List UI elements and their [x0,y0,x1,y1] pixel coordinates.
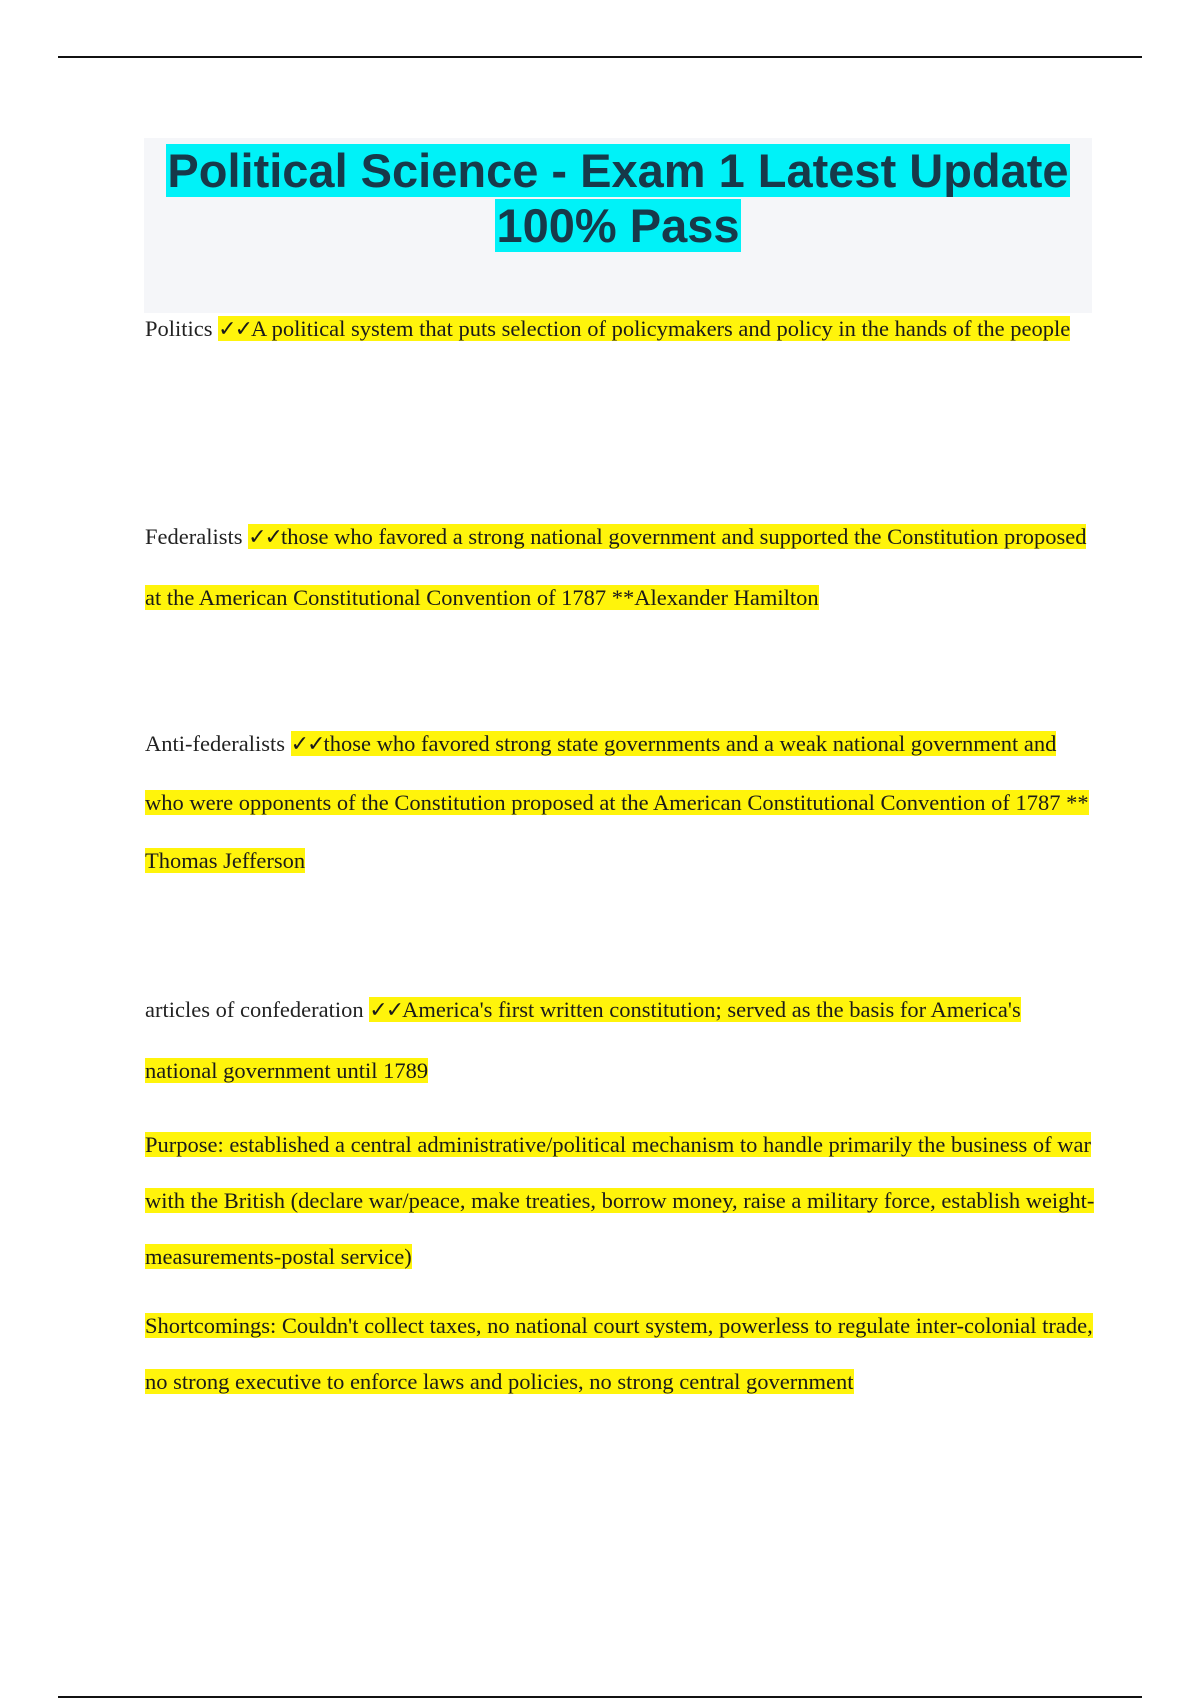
shortcomings-text: Shortcomings: Couldn't collect taxes, no national court system, powerless to regulate inter-colonial trade, no strong executive to enforce laws and policies, no strong central government [145,1313,1093,1394]
purpose-text: Purpose: established a central administrative/political mechanism to handle primarily the business of war with the British (declare war/peace, make treaties, borrow money, raise a military force, establish weight-measurements-postal service) [145,1132,1095,1269]
entry-federalists [145,507,1095,628]
document-title [144,143,1092,253]
double-check-icon: ✓✓ [218,317,252,342]
purpose-paragraph [145,1117,1095,1285]
double-check-icon: ✓✓ [248,525,281,550]
title-line-2: 100% Pass [496,199,740,252]
entry-term: Politics [145,316,219,341]
entry-definition: America's first written constitution; served as the basis for America's national government until 1789 [145,997,1021,1083]
shortcomings-paragraph [145,1298,1095,1410]
entry-term: articles of confederation [145,997,370,1022]
entry-articles-of-confederation [145,980,1095,1101]
double-check-icon: ✓✓ [290,732,324,757]
entry-politics [145,299,1095,360]
entry-term: Federalists [145,524,249,549]
title-line-1: Political Science - Exam 1 Latest Update [167,144,1069,197]
top-rule [58,56,1142,58]
entry-definition: those who favored a strong national government and supported the Constitution proposed at the American Constitutional Convention of 1787 **Alexander Hamilton [145,524,1087,610]
entry-anti-federalists [145,715,1095,890]
bottom-rule [58,1696,1142,1698]
double-check-icon: ✓✓ [369,998,403,1023]
entry-term: Anti-federalists [145,731,291,756]
entry-definition: A political system that puts selection of policymakers and policy in the hands of the people [251,316,1071,341]
entry-definition: those who favored strong state governments and a weak national government and who were opponents of the Constitution proposed at the American Constitutional Convention of 1787 ** Thomas Jefferson [145,731,1089,873]
